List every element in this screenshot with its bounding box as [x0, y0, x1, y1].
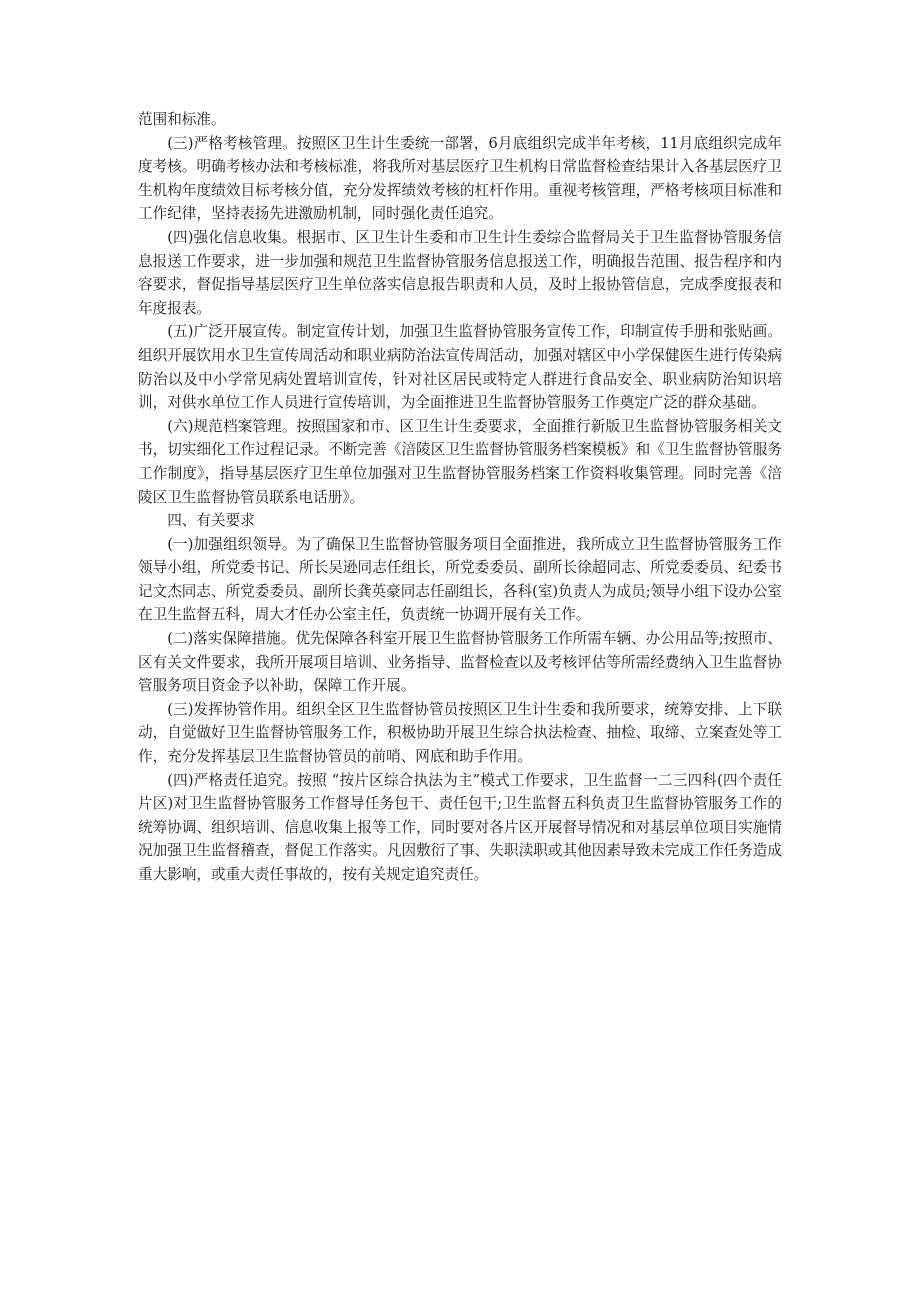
section-heading-requirements: 四、有关要求 — [167, 512, 255, 530]
paragraph-publicity: (五)广泛开展宣传。制定宣传计划，加强卫生监督协管服务宣传工作，印制宣传手册和张贴画。组织开展饮用水卫生宣传周活动和职业病防治法宣传周活动，加强对辖区中小学保健医生进行传染病防治以及中小学常见病处置培训宣传，针对社区居民或特定人群进行食品安全、职业病防治知识培训，对供水单位工作人员进行宣传培训，为全面推进卫生监督协管服务工作奠定广泛的群众基础。 — [138, 323, 782, 412]
paragraph-coordinator-role: (三)发挥协管作用。组织全区卫生监督协管员按照区卫生计生委和我所要求，统筹安排、上下联动，自觉做好卫生监督协管服务工作，积极协助开展卫生综合执法检查、抽检、取缔、立案查处等工作，充分发挥基层卫生监督协管员的前哨、网底和助手作用。 — [138, 700, 782, 766]
paragraph-continuation: 范围和标准。 — [138, 111, 226, 128]
paragraph-information-collection: (四)强化信息收集。根据市、区卫生计生委和市卫生计生委综合监督局关于卫生监督协管服务信息报送工作要求，进一步加强和规范卫生监督协管服务信息报送工作，明确报告范围、报告程序和内容要求，督促指导基层医疗卫生单位落实信息报告职责和人员，及时上报协管信息，完成季度报表和年度报表。 — [138, 228, 782, 317]
paragraph-organization-leadership: (一)加强组织领导。为了确保卫生监督协管服务项目全面推进，我所成立卫生监督协管服务工作领导小组，所党委书记、所长吴逊同志任组长，所党委委员、副所长徐超同志、所党委委员、纪委书记文杰同志、所党委委员、副所长龚英豪同志任副组长，各科(室)负责人为成员;领导小组下设办公室在卫生监督五科，周大才任办公室主任，负责统一协调开展有关工作。 — [138, 535, 782, 624]
paragraph-strict-assessment: (三)严格考核管理。按照区卫生计生委统一部署，6月底组织完成半年考核，11月底组织完成年度考核。明确考核办法和考核标准，将我所对基层医疗卫生机构日常监督检查结果计入各基层医疗卫生机构年度绩效目标考核分值，充分发挥绩效考核的杠杆作用。重视考核管理，严格考核项目标准和工作纪律，坚持表扬先进激励机制，同时强化责任追究。 — [138, 134, 782, 223]
document-body — [138, 108, 782, 887]
paragraph-archive-management: (六)规范档案管理。按照国家和市、区卫生计生委要求，全面推行新版卫生监督协管服务相关文书，切实细化工作过程记录。不断完善《涪陵区卫生监督协管服务档案模板》和《卫生监督协管服务工作制度》，指导基层医疗卫生单位加强对卫生监督协管服务档案工作资料收集管理。同时完善《涪陵区卫生监督协管员联系电话册》。 — [138, 417, 782, 506]
paragraph-accountability: (四)严格责任追究。按照 “按片区综合执法为主”模式工作要求，卫生监督一二三四科(四个责任片区)对卫生监督协管服务工作督导任务包干、责任包干;卫生监督五科负责卫生监督协管服务工作的统筹协调、组织培训、信息收集上报等工作，同时要对各片区开展督导情况和对基层单位项目实施情况加强卫生监督稽查，督促工作落实。凡因敷衍了事、失职渎职或其他因素导致未完成工作任务造成重大影响，或重大责任事故的，按有关规定追究责任。 — [138, 771, 782, 883]
paragraph-safeguard-measures: (二)落实保障措施。优先保障各科室开展卫生监督协管服务工作所需车辆、办公用品等;按照市、区有关文件要求，我所开展项目培训、业务指导、监督检查以及考核评估等所需经费纳入卫生监督协管服务项目资金予以补助，保障工作开展。 — [138, 630, 782, 695]
